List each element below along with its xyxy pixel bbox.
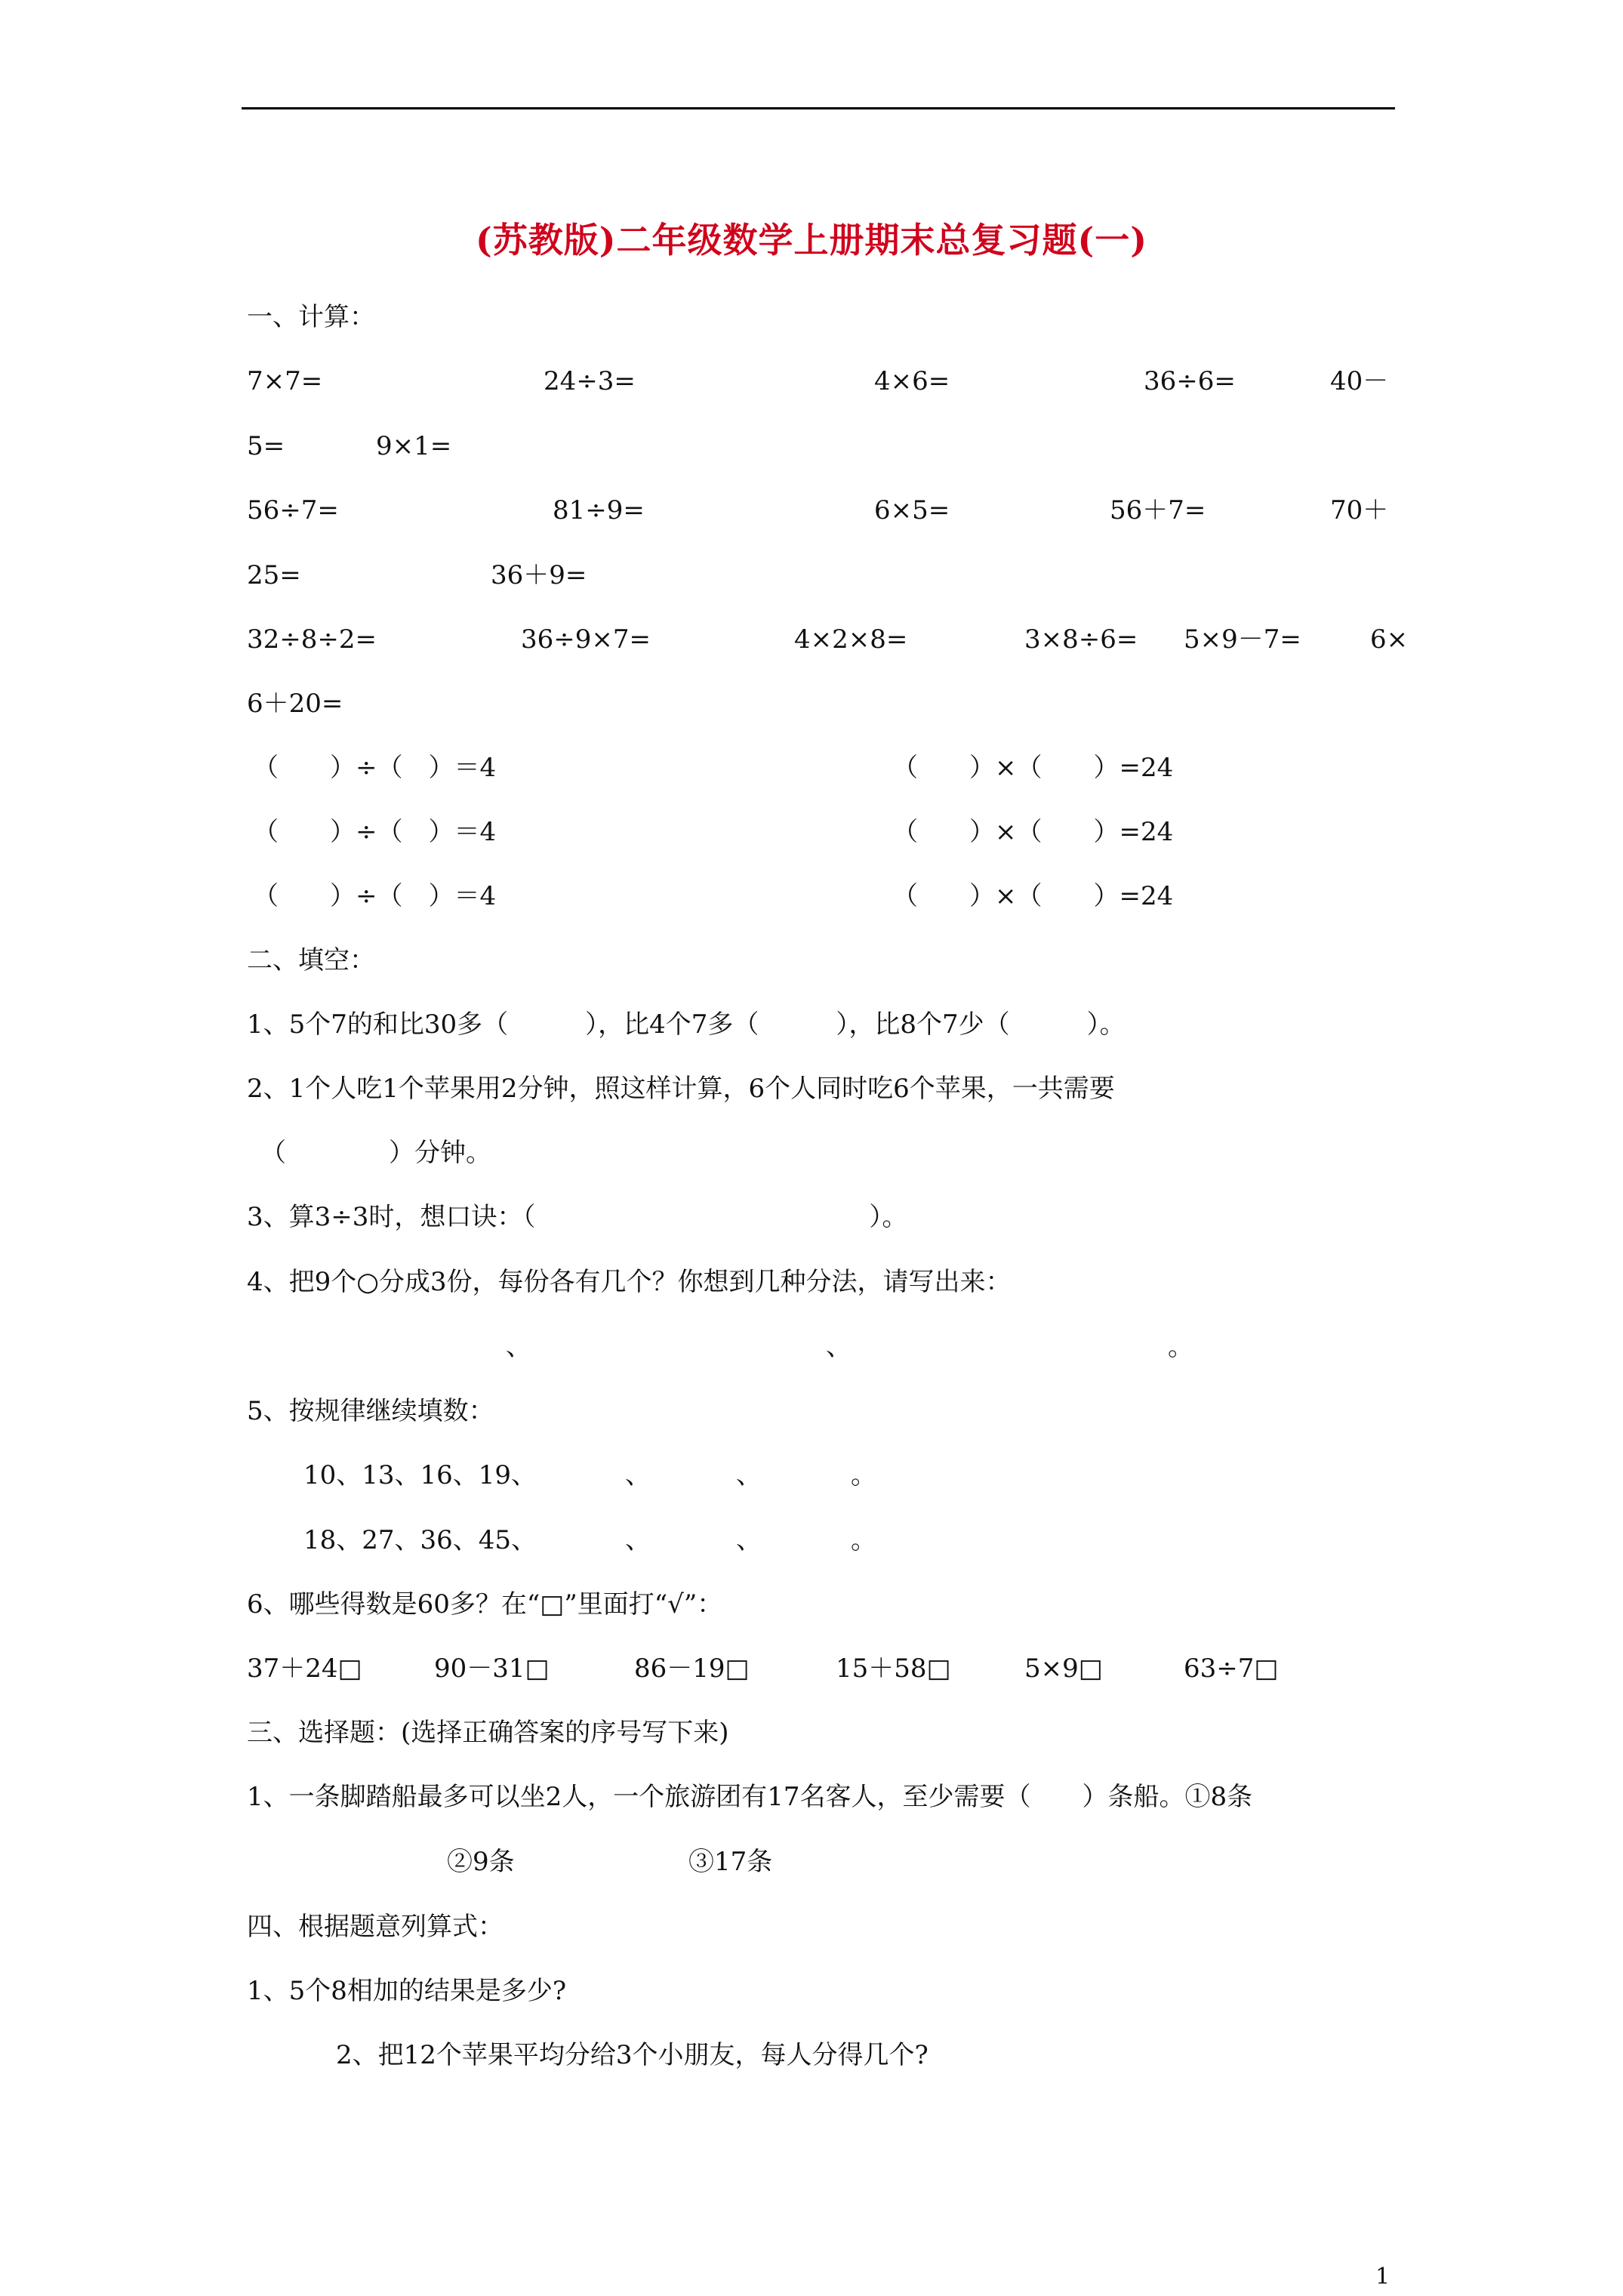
calc-item: 5=	[247, 431, 285, 461]
sequence-2: 18、27、36、45、	[303, 1525, 537, 1555]
calc-item: 7×7=	[247, 366, 323, 396]
fill-question-6: 6、哪些得数是60多？在“□”里面打“√”：	[247, 1589, 723, 1620]
calc-item: 5×9－7=	[1184, 624, 1301, 655]
calc-item: 6×	[1370, 624, 1409, 655]
calc-item: 70＋	[1330, 495, 1389, 525]
fill-question-2: 2、1个人吃1个苹果用2分钟，照这样计算，6个人同时吃6个苹果，一共需要	[247, 1074, 1115, 1104]
blank-division: （ ）÷（ ）＝4	[253, 817, 497, 847]
choice-option-2: ②9条	[447, 1847, 515, 1877]
blank-multiplication: （ ）×（ ）=24	[892, 817, 1174, 847]
check-item: 37＋24□	[247, 1653, 362, 1684]
fill-question-3: 3、算3÷3时，想口诀：（ ）。	[247, 1202, 908, 1232]
header-rule	[242, 107, 1395, 109]
choice-question-1: 1、一条脚踏船最多可以坐2人，一个旅游团有17名客人，至少需要（ ）条船。①8条	[247, 1782, 1253, 1812]
check-item: 5×9□	[1024, 1653, 1103, 1684]
calc-item: 56÷7=	[247, 495, 339, 525]
calc-item: 56＋7=	[1110, 495, 1206, 525]
check-item: 63÷7□	[1184, 1653, 1279, 1684]
calc-item: 3×8÷6=	[1024, 624, 1138, 655]
fill-question-1: 1、5个7的和比30多（ ），比4个7多（ ），比8个7少（ ）。	[247, 1009, 1126, 1040]
section-2-heading: 二、填空：	[247, 945, 375, 975]
page-number: 1	[1375, 2264, 1390, 2290]
answer-separator: 。	[1168, 1332, 1193, 1362]
check-item: 90－31□	[434, 1653, 550, 1684]
word-problem-1: 1、5个8相加的结果是多少?	[247, 1976, 567, 2006]
calc-item: 4×6=	[874, 366, 950, 396]
calc-item: 36÷9×7=	[521, 624, 651, 655]
calc-item: 4×2×8=	[794, 624, 908, 655]
fill-question-5: 5、按规律继续填数：	[247, 1396, 494, 1426]
answer-separator: 、	[736, 1525, 762, 1555]
blank-multiplication: （ ）×（ ）=24	[892, 881, 1174, 911]
choice-option-3: ③17条	[688, 1847, 773, 1877]
section-3-heading: 三、选择题：(选择正确答案的序号写下来)	[247, 1718, 729, 1748]
calc-item: 9×1=	[376, 431, 452, 461]
calc-item: 25=	[247, 560, 301, 590]
answer-separator: 、	[826, 1332, 852, 1362]
answer-separator: 、	[625, 1460, 651, 1490]
page-title: (苏教版)二年级数学上册期末总复习题(一)	[475, 220, 1148, 260]
calc-item: 32÷8÷2=	[247, 624, 377, 655]
calc-item: 36＋9=	[491, 560, 587, 590]
blank-division: （ ）÷（ ）＝4	[253, 881, 497, 911]
answer-separator: 。	[851, 1525, 876, 1555]
section-1-heading: 一、计算：	[247, 302, 375, 332]
word-problem-2: 2、把12个苹果平均分给3个小朋友，每人分得几个?	[336, 2040, 929, 2070]
answer-separator: 。	[851, 1460, 876, 1490]
fill-question-4: 4、把9个○分成3份，每份各有几个？你想到几种分法，请写出来：	[247, 1267, 1012, 1297]
calc-item: 36÷6=	[1144, 366, 1236, 396]
calc-item: 40－	[1330, 366, 1389, 396]
check-item: 15＋58□	[836, 1653, 951, 1684]
blank-division: （ ）÷（ ）＝4	[253, 753, 497, 783]
answer-separator: 、	[506, 1332, 531, 1362]
fill-question-2-cont: （ ）分钟。	[260, 1138, 491, 1168]
calc-item: 6×5=	[874, 495, 950, 525]
section-4-heading: 四、根据题意列算式：	[247, 1912, 504, 1942]
answer-separator: 、	[736, 1460, 762, 1490]
calc-item: 81÷9=	[553, 495, 645, 525]
answer-separator: 、	[625, 1525, 651, 1555]
calc-item: 24÷3=	[544, 366, 636, 396]
sequence-1: 10、13、16、19、	[303, 1460, 537, 1490]
check-item: 86－19□	[634, 1653, 750, 1684]
blank-multiplication: （ ）×（ ）=24	[892, 753, 1174, 783]
calc-item: 6＋20=	[247, 689, 343, 719]
